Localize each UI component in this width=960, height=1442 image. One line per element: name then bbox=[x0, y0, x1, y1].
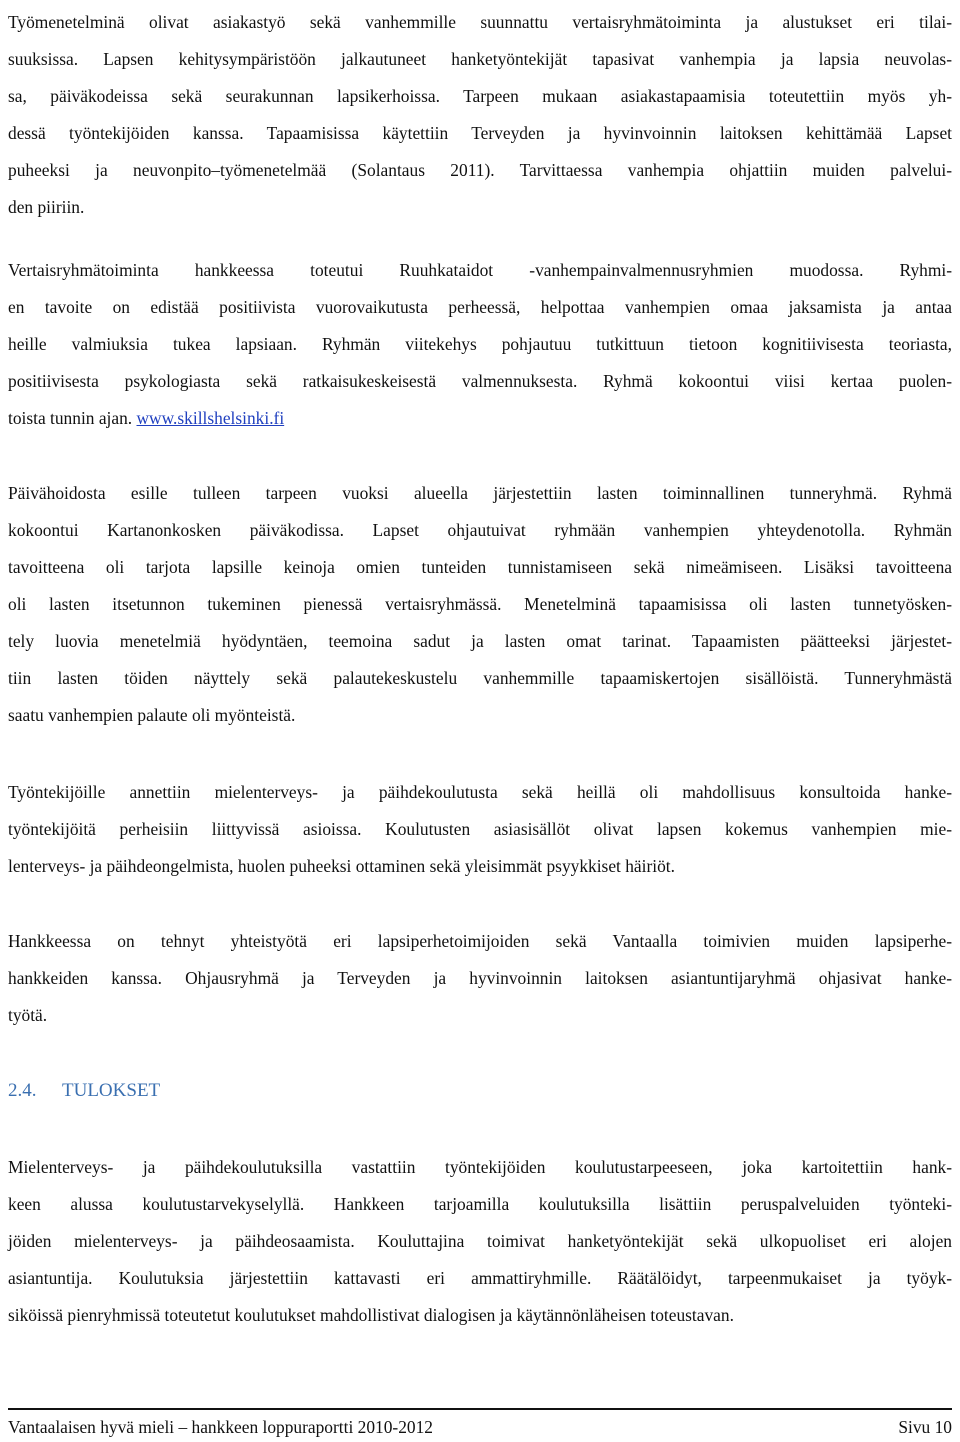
text-line: sa, päiväkodeissa sekä seurakunnan lapsikerhoissa. Tarpeen mukaan asiakastapaamisia toteutettiin myös yh- bbox=[8, 86, 952, 106]
footer-title: Vantaalaisen hyvä mieli – hankkeen loppuraportti 2010-2012 bbox=[8, 1417, 433, 1437]
text-line: Työntekijöille annettiin mielenterveys- ja päihdekoulutusta sekä heillä oli mahdollisuus konsultoida hanke- bbox=[8, 782, 952, 802]
paragraph-peer-groups bbox=[8, 252, 952, 437]
text-line: työntekijöitä perheisiin liittyvissä asioissa. Koulutusten asiasisällöt olivat lapsen kokemus vanhempien mie- bbox=[8, 819, 952, 839]
paragraph-emotion-group bbox=[8, 475, 952, 734]
text-line: dessä työntekijöiden kanssa. Tapaamisissa käytettiin Terveyden ja hyvinvoinnin laitoksen kehittämää Lapset bbox=[8, 123, 952, 143]
text-line: Mielenterveys- ja päihdekoulutuksilla vastattiin työntekijöiden koulutustarpeeseen, joka kartoitettiin hank- bbox=[8, 1157, 952, 1177]
text-line: siköissä pienryhmissä toteutetut koulutukset mahdollistivat dialogisen ja käytännönläheisen toteustavan. bbox=[8, 1305, 734, 1325]
page-footer bbox=[8, 1412, 952, 1442]
text-line: en tavoite on edistää positiivista vuorovaikutusta perheessä, helpottaa vanhempien omaa jaksamista ja antaa bbox=[8, 297, 952, 317]
text-line: jöiden mielenterveys- ja päihdeosaamista. Kouluttajina toimivat hanketyöntekijät sekä ulkopuoliset eri alojen bbox=[8, 1231, 952, 1251]
text-line: oli lasten itsetunnon tukeminen pienessä vertaisryhmässä. Menetelminä tapaamisissa oli lasten tunnetyösken- bbox=[8, 594, 952, 614]
text-line: puheeksi ja neuvonpito–työmenetelmää (Solantaus 2011). Tarvittaessa vanhempia ohjattiin muiden palvelui- bbox=[8, 160, 952, 180]
text-line: heille valmiuksia tukea lapsiaan. Ryhmän viitekehys pohjautuu tutkittuun tietoon kognitiivisesta teoriasta, bbox=[8, 334, 952, 354]
section-title: TULOKSET bbox=[62, 1080, 161, 1101]
text-line: keen alussa koulutustarvekyselyllä. Hankkeen tarjoamilla koulutuksilla lisättiin peruspalveluiden työnteki- bbox=[8, 1194, 952, 1214]
text-line: Vertaisryhmätoiminta hankkeessa toteutui Ruuhkataidot -vanhempainvalmennusryhmien muodossa. Ryhmi- bbox=[8, 260, 952, 280]
skillshelsinki-link[interactable]: www.skillshelsinki.fi bbox=[136, 408, 285, 428]
text-line: kokoontui Kartanonkosken päiväkodissa. Lapset ohjautuivat ryhmään vanhempien yhteydenotolla. Ryhmän bbox=[8, 520, 952, 540]
section-number: 2.4. bbox=[8, 1080, 37, 1101]
footer-divider bbox=[8, 1408, 952, 1410]
paragraph-results bbox=[8, 1149, 952, 1334]
text-line: Hankkeessa on tehnyt yhteistyötä eri lapsiperhetoimijoiden sekä Vantaalla toimivien muiden lapsiperhe- bbox=[8, 931, 952, 951]
section-heading bbox=[8, 1072, 160, 1109]
paragraph-work-methods bbox=[8, 4, 952, 226]
text-line: suuksissa. Lapsen kehitysympäristöön jalkautuneet hanketyöntekijät tapasivat vanhempia ja lapsia neuvolas- bbox=[8, 49, 952, 69]
text-line: tely luovia menetelmiä hyödyntäen, teemoina sadut ja lasten omat tarinat. Tapaamisten päätteeksi järjestet- bbox=[8, 631, 952, 651]
text-line: tavoitteena oli tarjota lapsille keinoja omien tunteiden tunnistamiseen sekä nimeämiseen. Lisäksi tavoitteena bbox=[8, 557, 952, 577]
text-line: asiantuntija. Koulutuksia järjestettiin kattavasti eri ammattiryhmille. Räätälöidyt, tarpeenmukaiset ja työyk- bbox=[8, 1268, 952, 1288]
paragraph-cooperation bbox=[8, 923, 952, 1034]
page-number: Sivu 10 bbox=[898, 1417, 952, 1437]
text-line: lenterveys- ja päihdeongelmista, huolen puheeksi ottaminen sekä yleisimmät psyykkiset häiriöt. bbox=[8, 856, 675, 876]
text-line: työtä. bbox=[8, 1005, 48, 1025]
text-line: positiivisesta psykologiasta sekä ratkaisukeskeisestä valmennuksesta. Ryhmä kokoontui viisi kertaa puolen- bbox=[8, 371, 952, 391]
text-line bbox=[8, 400, 952, 437]
text-segment: toista tunnin ajan. bbox=[8, 408, 133, 428]
text-line: hankkeiden kanssa. Ohjausryhmä ja Terveyden ja hyvinvoinnin laitoksen asiantuntijaryhmä ohjasivat hanke- bbox=[8, 968, 952, 988]
text-line: saatu vanhempien palaute oli myönteistä. bbox=[8, 705, 296, 725]
paragraph-staff-training bbox=[8, 774, 952, 885]
text-line: Päivähoidosta esille tulleen tarpeen vuoksi alueella järjestettiin lasten toiminnallinen tunneryhmä. Ryhmä bbox=[8, 483, 952, 503]
text-line: den piiriin. bbox=[8, 197, 85, 217]
text-line: tiin lasten töiden näyttely sekä palautekeskustelu vanhemmille tapaamiskertojen sisällöistä. Tunneryhmästä bbox=[8, 668, 952, 688]
text-line: Työmenetelminä olivat asiakastyö sekä vanhemmille suunnattu vertaisryhmätoiminta ja alustukset eri tilai- bbox=[8, 12, 952, 32]
